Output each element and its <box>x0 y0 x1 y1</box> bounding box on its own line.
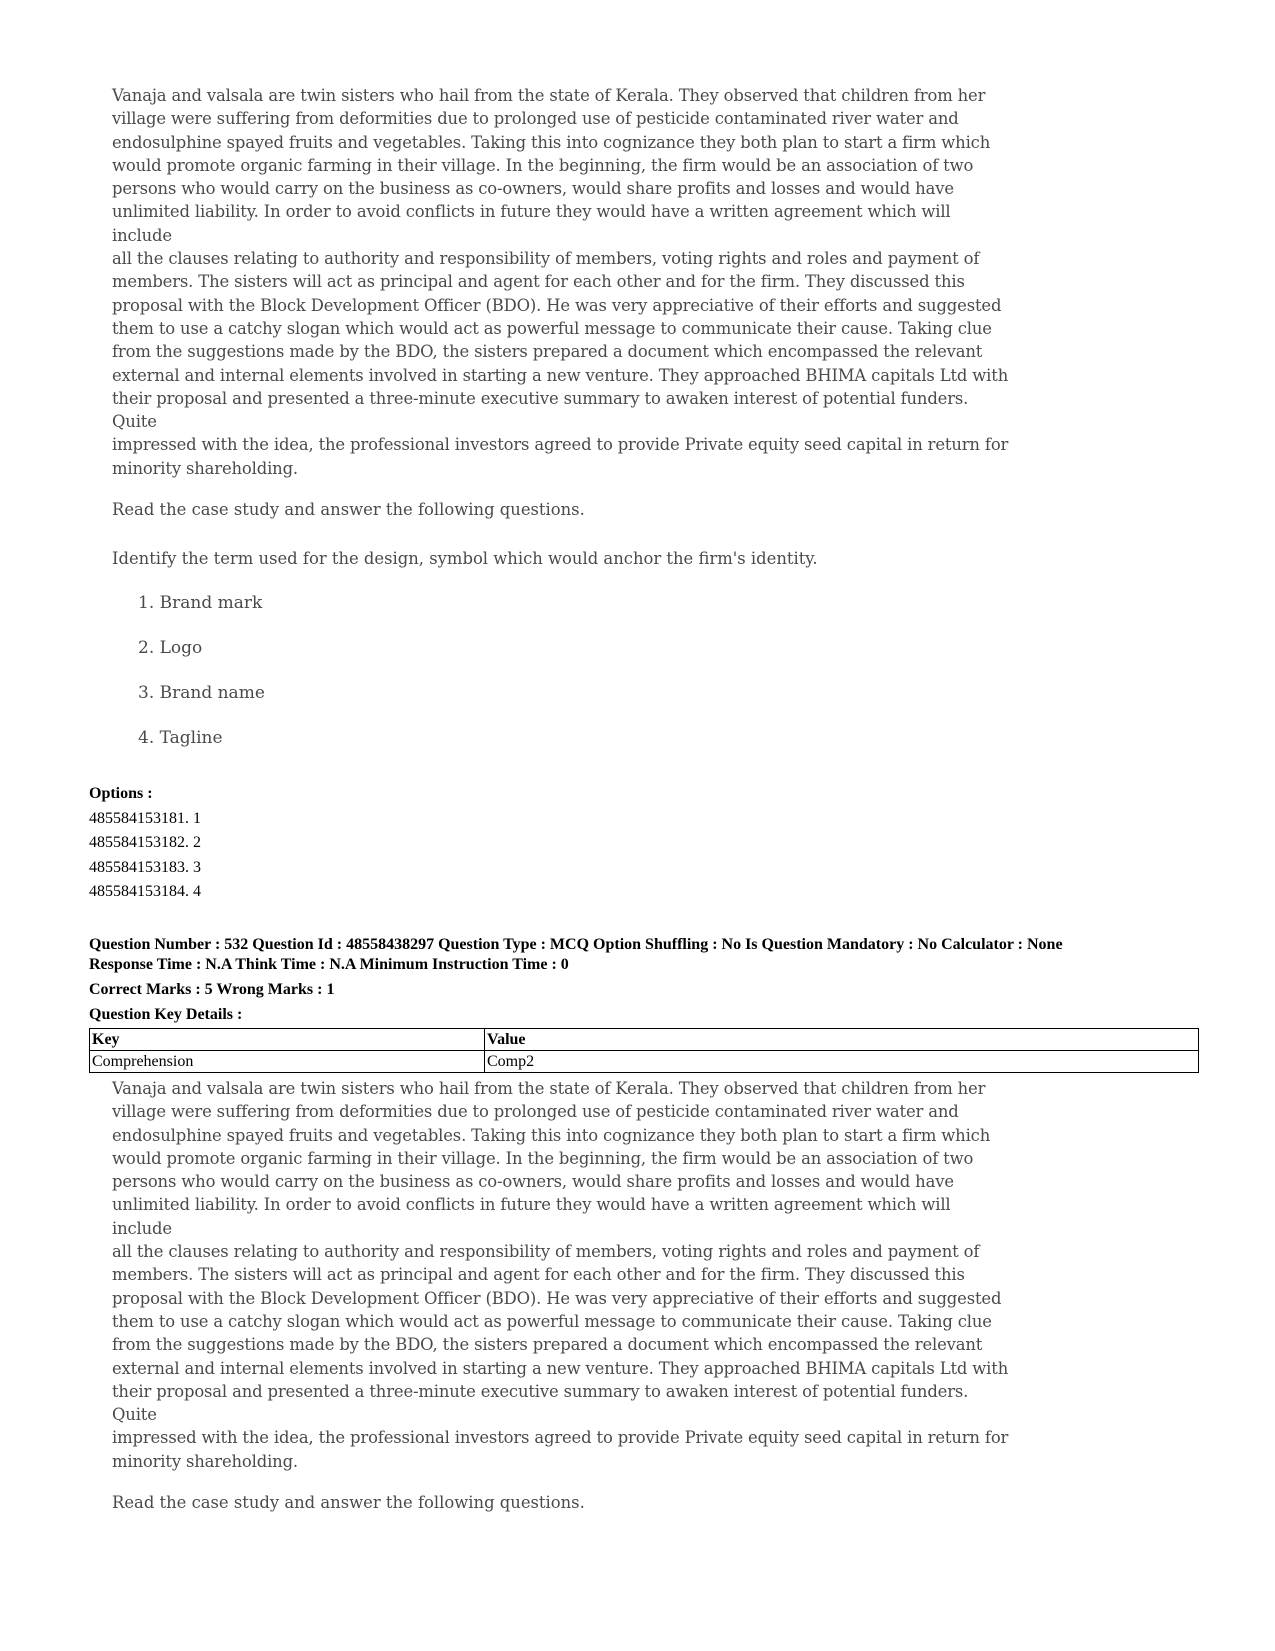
passage-2-text <box>112 1077 1012 1473</box>
option-item: 485584153183. 3 <box>89 858 201 876</box>
passage-line: all the clauses relating to authority and responsibility of members, voting rights and roles and payment of <box>112 249 980 269</box>
passage-line: members. The sisters will act as principal and agent for each other and for the firm. They discussed this <box>112 1265 965 1285</box>
passage-line: persons who would carry on the business as co-owners, would share profits and losses and would have <box>112 179 954 199</box>
passage-line: endosulphine spayed fruits and vegetables. Taking this into cognizance they both plan to start a firm which <box>112 132 991 152</box>
passage-line: proposal with the Block Development Officer (BDO). He was very appreciative of their efforts and suggested <box>112 1288 1002 1308</box>
passage-line: unlimited liability. In order to avoid conflicts in future they would have a written agreement which will include <box>112 202 951 245</box>
passage-1-instruction: Read the case study and answer the following questions. <box>112 500 585 520</box>
choice-item: 4. Tagline <box>138 728 223 748</box>
passage-line: impressed with the idea, the professional investors agreed to provide Private equity seed capital in return for <box>112 1428 1009 1448</box>
question-key-table <box>89 1028 1199 1073</box>
table-header-key: Key <box>90 1029 485 1051</box>
case-study-passage-2 <box>112 1077 1012 1514</box>
passage-line: them to use a catchy slogan which would act as powerful message to communicate their cause. Taking clue <box>112 318 992 338</box>
question-choices <box>138 592 265 772</box>
passage-line: Vanaja and valsala are twin sisters who hail from the state of Kerala. They observed that children from her <box>112 1079 986 1098</box>
choice-item: 3. Brand name <box>138 683 265 703</box>
option-item: 485584153184. 4 <box>89 883 201 900</box>
passage-line: members. The sisters will act as principal and agent for each other and for the firm. They discussed this <box>112 272 965 292</box>
passage-line: Vanaja and valsala are twin sisters who hail from the state of Kerala. They observed that children from her <box>112 86 986 105</box>
passage-line: from the suggestions made by the BDO, the sisters prepared a document which encompassed the relevant <box>112 342 983 362</box>
passage-line: village were suffering from deformities due to prolonged use of pesticide contaminated river water and <box>112 1102 959 1122</box>
passage-1-text <box>112 84 1012 480</box>
passage-line: impressed with the idea, the professional investors agreed to provide Private equity seed capital in return for <box>112 435 1009 455</box>
table-header-row <box>90 1029 1199 1051</box>
passage-line: would promote organic farming in their village. In the beginning, the firm would be an association of two <box>112 155 974 175</box>
marks-line: Correct Marks : 5 Wrong Marks : 1 <box>89 981 335 998</box>
question-text: Identify the term used for the design, symbol which would anchor the firm's identity. <box>112 549 818 568</box>
question-meta-line-1: Question Number : 532 Question Id : 48558438297 Question Type : MCQ Option Shuffling : No Is Question Mandatory : No Calculator : None <box>89 936 1063 953</box>
passage-line: all the clauses relating to authority and responsibility of members, voting rights and roles and payment of <box>112 1242 980 1262</box>
passage-line: them to use a catchy slogan which would act as powerful message to communicate their cause. Taking clue <box>112 1311 992 1331</box>
passage-line: persons who would carry on the business as co-owners, would share profits and losses and would have <box>112 1172 954 1192</box>
options-title: Options : <box>89 785 153 802</box>
table-cell-value: Comp2 <box>485 1051 1199 1073</box>
option-item: 485584153181. 1 <box>89 809 201 827</box>
passage-line: minority shareholding. <box>112 1451 298 1471</box>
question-meta-line-2: Response Time : N.A Think Time : N.A Minimum Instruction Time : 0 <box>89 956 569 973</box>
passage-line: proposal with the Block Development Officer (BDO). He was very appreciative of their efforts and suggested <box>112 295 1002 315</box>
passage-line: village were suffering from deformities due to prolonged use of pesticide contaminated river water and <box>112 109 959 129</box>
passage-line: minority shareholding. <box>112 458 298 478</box>
table-header-value: Value <box>485 1029 1199 1051</box>
case-study-passage-1 <box>112 84 1012 521</box>
passage-line: their proposal and presented a three-minute executive summary to awaken interest of potential funders. Quite <box>112 388 969 432</box>
option-item: 485584153182. 2 <box>89 834 201 851</box>
question-meta <box>89 935 1199 1025</box>
passage-line: endosulphine spayed fruits and vegetables. Taking this into cognizance they both plan to start a firm which <box>112 1125 991 1145</box>
choice-item: 2. Logo <box>138 638 203 658</box>
passage-2-instruction: Read the case study and answer the following questions. <box>112 1493 585 1513</box>
passage-line: external and internal elements involved in starting a new venture. They approached BHIMA capitals Ltd with <box>112 365 1009 385</box>
table-cell-key: Comprehension <box>90 1051 485 1073</box>
table-row <box>90 1051 1199 1073</box>
passage-line: from the suggestions made by the BDO, the sisters prepared a document which encompassed the relevant <box>112 1335 983 1355</box>
key-details-title: Question Key Details : <box>89 1006 243 1023</box>
passage-line: external and internal elements involved in starting a new venture. They approached BHIMA capitals Ltd with <box>112 1358 1009 1378</box>
choice-item: 1. Brand mark <box>138 593 263 613</box>
options-block <box>89 782 201 905</box>
passage-line: would promote organic farming in their village. In the beginning, the firm would be an association of two <box>112 1148 974 1168</box>
passage-line: their proposal and presented a three-minute executive summary to awaken interest of potential funders. Quite <box>112 1381 969 1425</box>
passage-line: unlimited liability. In order to avoid conflicts in future they would have a written agreement which will include <box>112 1195 951 1238</box>
